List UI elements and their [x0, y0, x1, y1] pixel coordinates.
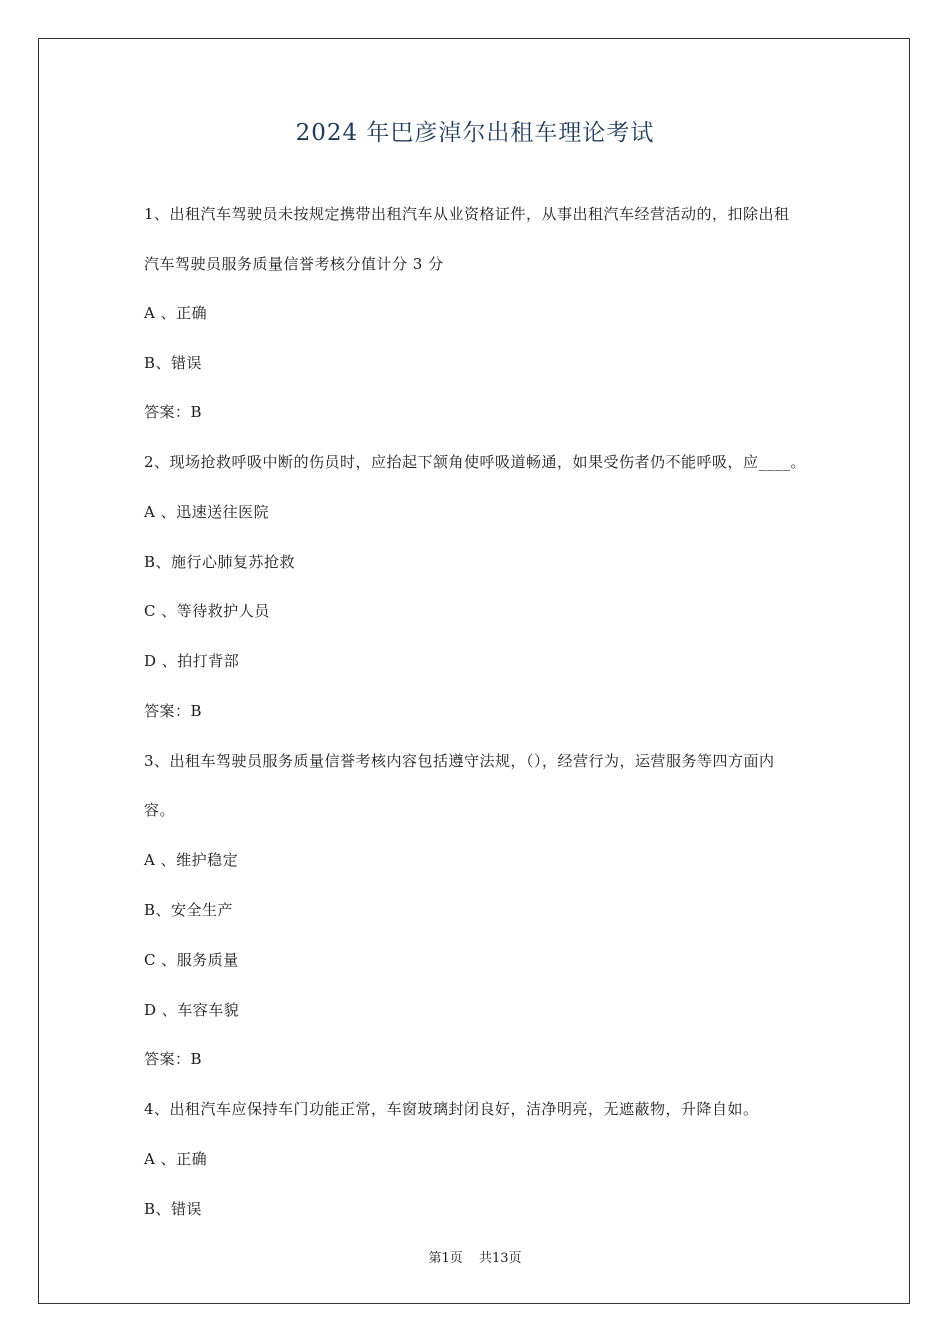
question-3-stem-line-1: 3、出租车驾驶员服务质量信誉考核内容包括遵守法规，（），经营行为，运营服务等四方面内: [144, 752, 775, 770]
question-3-option-a: A 、维护稳定: [144, 851, 239, 869]
question-4-option-b: B、错误: [144, 1200, 203, 1218]
question-2-option-b: B、施行心肺复苏抢救: [144, 553, 296, 571]
question-3-option-d: D 、车容车貌: [144, 1001, 240, 1019]
question-1-option-a: A 、正确: [144, 304, 208, 322]
question-4-option-a: A 、正确: [144, 1150, 208, 1168]
question-2-option-c: C 、等待救护人员: [144, 602, 270, 620]
page-number: 第1页: [428, 1251, 463, 1266]
question-3-option-b: B、安全生产: [144, 901, 234, 919]
question-3-stem-line-2: 容。: [144, 801, 176, 819]
question-3-option-c: C 、服务质量: [144, 951, 239, 969]
page-total: 共13页: [478, 1251, 522, 1266]
question-4-stem-line-1: 4、出租汽车应保持车门功能正常，车窗玻璃封闭良好，洁净明亮，无遮蔽物，升降自如。: [144, 1100, 759, 1118]
question-1-stem-line-1: 1、出租汽车驾驶员未按规定携带出租汽车从业资格证件，从事出租汽车经营活动的，扣除出租: [144, 205, 790, 223]
question-2-option-d: D 、拍打背部: [144, 652, 240, 670]
question-1-answer: 答案：B: [144, 403, 203, 421]
question-2-answer: 答案：B: [144, 702, 203, 720]
question-2-option-a: A 、迅速送往医院: [144, 503, 270, 521]
question-1-option-b: B、错误: [144, 354, 203, 372]
document-title: 2024 年巴彦淖尔出租车理论考试: [295, 120, 655, 146]
question-1-stem-line-2: 汽车驾驶员服务质量信誉考核分值计分 3 分: [144, 255, 444, 273]
question-3-answer: 答案：B: [144, 1050, 203, 1068]
question-2-stem-line-1: 2、现场抢救呼吸中断的伤员时，应抬起下颔角使呼吸道畅通，如果受伤者仍不能呼吸，应____。: [144, 453, 807, 471]
page-footer: [0, 1247, 950, 1266]
